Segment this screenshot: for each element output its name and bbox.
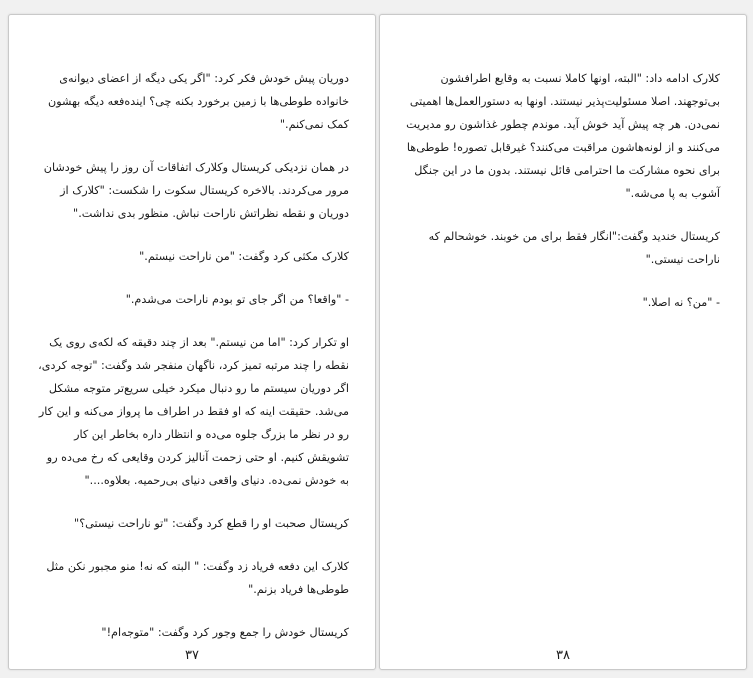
paragraph: او تکرار کرد: "اما من نیستم." بعد از چند دقیقه که لکه‌ی روی یک نقطه را چند مرتبه تمیز کرد، ناگهان منفجر شد وگفت: "توجه کردی، اگر دوریان سیستم ما رو دنبال میکرد خیلی سریع‌تر متوجه مشکل می‌شد. حقیقت اینه که او فقط در اطراف ما پرواز می‌کنه و این کار رو در نظر ما بزرگ جلوه می‌ده و انتظار داره بخاطر این کار تشویقش کنیم. او حتی زحمت آنالیز کردن وقایعی که رخ می‌ده رو به خودش نمی‌ده. دنیای واقعی دنیای بی‌رحمیه. بعلاوه...." (38, 336, 349, 487)
paragraph: - "من؟ نه اصلا." (642, 296, 720, 309)
paragraph: کریستال صحبت او را قطع کرد وگفت: "تو ناراحت نیستی؟" (74, 517, 349, 530)
page-number-right: ۳۸ (556, 648, 570, 663)
paragraph: کلارک ادامه داد: "البته، اونها کاملا نسبت به وقایع اطرافشون بی‌توجهند. اصلا مسئولیت‌پذیر نیستند. اونها به دستورالعمل‌ها اهمیتی نمی‌دن. هر چه پیش آید خوش آید. موندم چطور غذاشون رو مدیریت می‌کنند و از لونه‌هاشون مراقبت می‌کنند؟ غیرقابل تصوره! طوطی‌ها برای نحوه مشارکت ما احترامی قائل نیستند. بدون ما در این جنگل آشوب به پا می‌شه." (406, 72, 720, 200)
paragraph: - "واقعا؟ من اگر جای تو بودم ناراحت می‌شدم." (125, 293, 349, 306)
page-left-body (35, 67, 349, 664)
page-number-left: ۳۷ (185, 648, 199, 663)
paragraph: دوریان پیش خودش فکر کرد: "اگر یکی دیگه از اعضای دیوانه‌ی خانواده طوطی‌ها با زمین برخورد بکنه چی؟ اینده‌فعه دیگه بهشون کمک نمی‌کنم." (47, 72, 349, 131)
page-left (8, 14, 376, 670)
paragraph: کریستال خودش را جمع وجور کرد وگفت: "متوجه‌ام!" (101, 626, 349, 639)
paragraph: در همان نزدیکی کریستال وکلارک اتفاقات آن روز را پیش خودشان مرور می‌کردند. بالاخره کریستال سکوت را شکست: "کلارک از دوریان و نقطه نظراتش ناراحت نباش. منظور بدی نداشت." (43, 161, 349, 220)
page-right-body (406, 67, 720, 334)
page-right (379, 14, 747, 670)
paragraph: کلارک این دفعه فریاد زد وگفت: " البته که نه! منو مجبور نکن مثل طوطی‌ها فریاد بزنم." (46, 560, 349, 596)
paragraph: کلارک مکثی کرد وگفت: "من ناراحت نیستم." (139, 250, 349, 263)
paragraph: کریستال خندید وگفت:"انگار فقط برای من خوبند. خوشحالم که ناراحت نیستی." (428, 230, 720, 266)
